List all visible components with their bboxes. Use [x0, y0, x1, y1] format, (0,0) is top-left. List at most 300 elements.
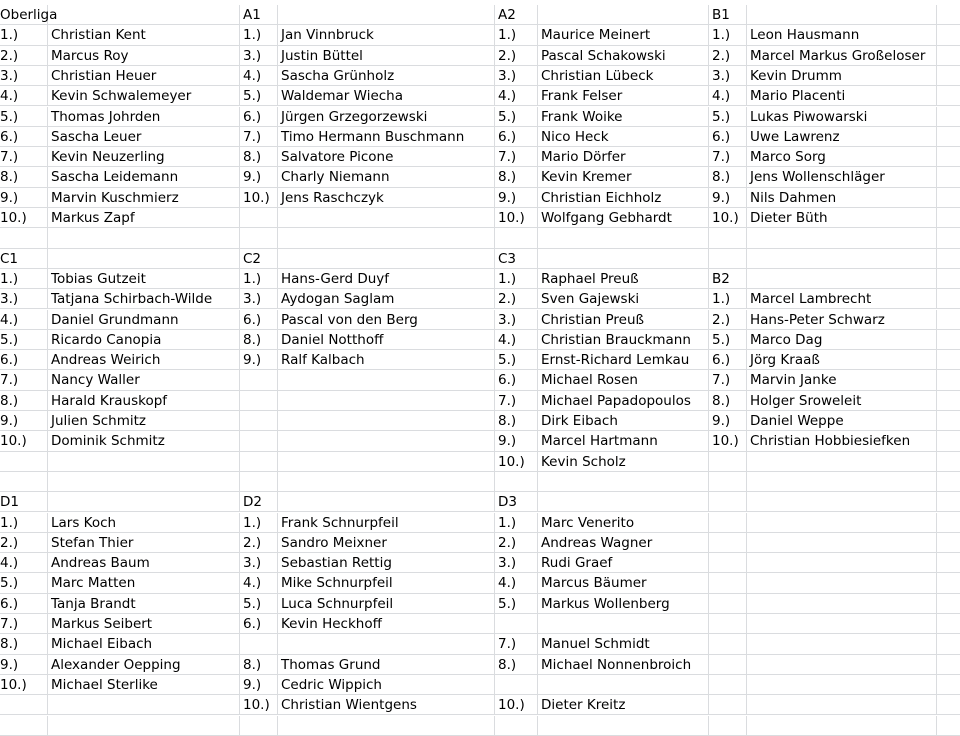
cell-r10-c2[interactable]: Marvin Kuschmierz — [48, 188, 240, 208]
cell-r14-c7[interactable]: B2 — [709, 269, 747, 289]
cell-r6-c1[interactable]: 5.) — [0, 107, 48, 127]
cell-r26-c7[interactable] — [709, 513, 747, 533]
cell-r13-c2[interactable] — [48, 249, 240, 269]
cell-r32-c4[interactable] — [278, 634, 495, 654]
cell-r8-c3[interactable]: 8.) — [240, 147, 278, 167]
cell-r24-c3[interactable] — [240, 472, 278, 492]
cell-r26-c9[interactable] — [937, 513, 960, 533]
cell-r1-c6[interactable] — [538, 5, 709, 25]
cell-r16-c5[interactable]: 3.) — [495, 310, 538, 330]
cell-r23-c5[interactable]: 10.) — [495, 452, 538, 472]
cell-r4-c5[interactable]: 3.) — [495, 66, 538, 86]
cell-r31-c8[interactable] — [747, 614, 937, 634]
cell-r33-c3[interactable]: 8.) — [240, 655, 278, 675]
cell-r17-c1[interactable]: 5.) — [0, 330, 48, 350]
cell-r11-c4[interactable] — [278, 208, 495, 228]
cell-r13-c1[interactable]: C1 — [0, 249, 48, 269]
cell-r2-c9[interactable] — [937, 25, 960, 45]
cell-r22-c2[interactable]: Dominik Schmitz — [48, 431, 240, 451]
cell-r2-c7[interactable]: 1.) — [709, 25, 747, 45]
cell-r30-c4[interactable]: Luca Schnurpfeil — [278, 594, 495, 614]
cell-r30-c8[interactable] — [747, 594, 937, 614]
cell-r6-c6[interactable]: Frank Woike — [538, 107, 709, 127]
cell-r16-c8[interactable]: Hans-Peter Schwarz — [747, 310, 937, 330]
cell-r28-c1[interactable]: 4.) — [0, 553, 48, 573]
cell-r4-c7[interactable]: 3.) — [709, 66, 747, 86]
cell-r14-c2[interactable]: Tobias Gutzeit — [48, 269, 240, 289]
cell-r6-c3[interactable]: 6.) — [240, 107, 278, 127]
cell-r17-c8[interactable]: Marco Dag — [747, 330, 937, 350]
cell-r18-c9[interactable] — [937, 350, 960, 370]
cell-r18-c3[interactable]: 9.) — [240, 350, 278, 370]
cell-r16-c1[interactable]: 4.) — [0, 310, 48, 330]
cell-r20-c7[interactable]: 8.) — [709, 391, 747, 411]
cell-r3-c3[interactable]: 3.) — [240, 46, 278, 66]
cell-r32-c7[interactable] — [709, 634, 747, 654]
cell-r24-c1[interactable] — [0, 472, 48, 492]
cell-r31-c4[interactable]: Kevin Heckhoff — [278, 614, 495, 634]
cell-r2-c1[interactable]: 1.) — [0, 25, 48, 45]
cell-r23-c7[interactable] — [709, 452, 747, 472]
cell-r22-c8[interactable]: Christian Hobbiesiefken — [747, 431, 937, 451]
cell-r20-c8[interactable]: Holger Sroweleit — [747, 391, 937, 411]
cell-r34-c3[interactable]: 9.) — [240, 675, 278, 695]
cell-r33-c9[interactable] — [937, 655, 960, 675]
cell-r17-c7[interactable]: 5.) — [709, 330, 747, 350]
cell-r8-c9[interactable] — [937, 147, 960, 167]
cell-r2-c4[interactable]: Jan Vinnbruck — [278, 25, 495, 45]
cell-r3-c9[interactable] — [937, 46, 960, 66]
cell-r31-c5[interactable] — [495, 614, 538, 634]
cell-r24-c5[interactable] — [495, 472, 538, 492]
cell-r4-c9[interactable] — [937, 66, 960, 86]
cell-r25-c1[interactable]: D1 — [0, 492, 48, 512]
cell-r35-c8[interactable] — [747, 695, 937, 715]
cell-r11-c9[interactable] — [937, 208, 960, 228]
cell-r31-c3[interactable]: 6.) — [240, 614, 278, 634]
cell-r10-c6[interactable]: Christian Eichholz — [538, 188, 709, 208]
cell-r5-c5[interactable]: 4.) — [495, 86, 538, 106]
cell-r19-c2[interactable]: Nancy Waller — [48, 370, 240, 390]
cell-r23-c4[interactable] — [278, 452, 495, 472]
cell-r10-c8[interactable]: Nils Dahmen — [747, 188, 937, 208]
cell-r32-c6[interactable]: Manuel Schmidt — [538, 634, 709, 654]
cell-r9-c5[interactable]: 8.) — [495, 167, 538, 187]
cell-r33-c8[interactable] — [747, 655, 937, 675]
cell-r24-c9[interactable] — [937, 472, 960, 492]
cell-r30-c3[interactable]: 5.) — [240, 594, 278, 614]
cell-r8-c8[interactable]: Marco Sorg — [747, 147, 937, 167]
cell-r23-c2[interactable] — [48, 452, 240, 472]
cell-r9-c8[interactable]: Jens Wollenschläger — [747, 167, 937, 187]
cell-r1-c8[interactable] — [747, 5, 937, 25]
cell-r35-c2[interactable] — [48, 695, 240, 715]
cell-r7-c8[interactable]: Uwe Lawrenz — [747, 127, 937, 147]
cell-r21-c1[interactable]: 9.) — [0, 411, 48, 431]
cell-r11-c8[interactable]: Dieter Büth — [747, 208, 937, 228]
cell-r10-c5[interactable]: 9.) — [495, 188, 538, 208]
cell-r17-c2[interactable]: Ricardo Canopia — [48, 330, 240, 350]
cell-r16-c6[interactable]: Christian Preuß — [538, 310, 709, 330]
cell-r34-c7[interactable] — [709, 675, 747, 695]
cell-r24-c2[interactable] — [48, 472, 240, 492]
cell-r25-c4[interactable] — [278, 492, 495, 512]
cell-r10-c7[interactable]: 9.) — [709, 188, 747, 208]
cell-r4-c2[interactable]: Christian Heuer — [48, 66, 240, 86]
cell-r22-c3[interactable] — [240, 431, 278, 451]
cell-r19-c3[interactable] — [240, 370, 278, 390]
cell-r25-c2[interactable] — [48, 492, 240, 512]
cell-r25-c9[interactable] — [937, 492, 960, 512]
cell-r5-c6[interactable]: Frank Felser — [538, 86, 709, 106]
cell-r13-c3[interactable]: C2 — [240, 249, 278, 269]
cell-r30-c9[interactable] — [937, 594, 960, 614]
cell-r19-c9[interactable] — [937, 370, 960, 390]
cell-r14-c4[interactable]: Hans-Gerd Duyf — [278, 269, 495, 289]
cell-r29-c6[interactable]: Marcus Bäumer — [538, 573, 709, 593]
cell-r25-c8[interactable] — [747, 492, 937, 512]
cell-r11-c1[interactable]: 10.) — [0, 208, 48, 228]
cell-r28-c7[interactable] — [709, 553, 747, 573]
cell-r24-c7[interactable] — [709, 472, 747, 492]
cell-r15-c4[interactable]: Aydogan Saglam — [278, 289, 495, 309]
cell-r34-c6[interactable] — [538, 675, 709, 695]
cell-r30-c2[interactable]: Tanja Brandt — [48, 594, 240, 614]
cell-r9-c1[interactable]: 8.) — [0, 167, 48, 187]
cell-r35-c9[interactable] — [937, 695, 960, 715]
cell-r10-c4[interactable]: Jens Raschczyk — [278, 188, 495, 208]
cell-r10-c9[interactable] — [937, 188, 960, 208]
cell-r5-c3[interactable]: 5.) — [240, 86, 278, 106]
cell-r3-c1[interactable]: 2.) — [0, 46, 48, 66]
cell-r20-c2[interactable]: Harald Krauskopf — [48, 391, 240, 411]
cell-r11-c7[interactable]: 10.) — [709, 208, 747, 228]
cell-r13-c9[interactable] — [937, 249, 960, 269]
cell-r19-c8[interactable]: Marvin Janke — [747, 370, 937, 390]
cell-r8-c6[interactable]: Mario Dörfer — [538, 147, 709, 167]
cell-r17-c5[interactable]: 4.) — [495, 330, 538, 350]
cell-r33-c2[interactable]: Alexander Oepping — [48, 655, 240, 675]
cell-r12-c1[interactable] — [0, 228, 48, 248]
cell-r32-c3[interactable] — [240, 634, 278, 654]
cell-r32-c1[interactable]: 8.) — [0, 634, 48, 654]
cell-r17-c4[interactable]: Daniel Notthoff — [278, 330, 495, 350]
cell-r8-c5[interactable]: 7.) — [495, 147, 538, 167]
cell-r20-c3[interactable] — [240, 391, 278, 411]
cell-r7-c6[interactable]: Nico Heck — [538, 127, 709, 147]
cell-r1-c5[interactable]: A2 — [495, 5, 538, 25]
cell-r32-c9[interactable] — [937, 634, 960, 654]
cell-r20-c6[interactable]: Michael Papadopoulos — [538, 391, 709, 411]
cell-r6-c2[interactable]: Thomas Johrden — [48, 107, 240, 127]
cell-r25-c7[interactable] — [709, 492, 747, 512]
cell-r3-c5[interactable]: 2.) — [495, 46, 538, 66]
cell-r7-c3[interactable]: 7.) — [240, 127, 278, 147]
cell-r27-c8[interactable] — [747, 533, 937, 553]
cell-r34-c1[interactable]: 10.) — [0, 675, 48, 695]
cell-r22-c9[interactable] — [937, 431, 960, 451]
cell-r19-c1[interactable]: 7.) — [0, 370, 48, 390]
cell-r5-c2[interactable]: Kevin Schwalemeyer — [48, 86, 240, 106]
cell-r32-c8[interactable] — [747, 634, 937, 654]
cell-r9-c4[interactable]: Charly Niemann — [278, 167, 495, 187]
cell-r11-c6[interactable]: Wolfgang Gebhardt — [538, 208, 709, 228]
cell-r6-c9[interactable] — [937, 107, 960, 127]
cell-r27-c5[interactable]: 2.) — [495, 533, 538, 553]
cell-r6-c5[interactable]: 5.) — [495, 107, 538, 127]
cell-r30-c5[interactable]: 5.) — [495, 594, 538, 614]
cell-r29-c3[interactable]: 4.) — [240, 573, 278, 593]
cell-r9-c2[interactable]: Sascha Leidemann — [48, 167, 240, 187]
cell-r24-c8[interactable] — [747, 472, 937, 492]
cell-r26-c6[interactable]: Marc Venerito — [538, 513, 709, 533]
cell-r31-c7[interactable] — [709, 614, 747, 634]
cell-r20-c5[interactable]: 7.) — [495, 391, 538, 411]
cell-r7-c5[interactable]: 6.) — [495, 127, 538, 147]
cell-r14-c6[interactable]: Raphael Preuß — [538, 269, 709, 289]
cell-r27-c2[interactable]: Stefan Thier — [48, 533, 240, 553]
cell-r21-c7[interactable]: 9.) — [709, 411, 747, 431]
cell-r23-c9[interactable] — [937, 452, 960, 472]
cell-r15-c9[interactable] — [937, 289, 960, 309]
cell-r13-c8[interactable] — [747, 249, 937, 269]
cell-r2-c3[interactable]: 1.) — [240, 25, 278, 45]
cell-r2-c6[interactable]: Maurice Meinert — [538, 25, 709, 45]
cell-r16-c3[interactable]: 6.) — [240, 310, 278, 330]
cell-r18-c7[interactable]: 6.) — [709, 350, 747, 370]
cell-r15-c6[interactable]: Sven Gajewski — [538, 289, 709, 309]
cell-r3-c8[interactable]: Marcel Markus Großeloser — [747, 46, 937, 66]
cell-r34-c8[interactable] — [747, 675, 937, 695]
cell-r20-c9[interactable] — [937, 391, 960, 411]
cell-r33-c6[interactable]: Michael Nonnenbroich — [538, 655, 709, 675]
cell-r13-c5[interactable]: C3 — [495, 249, 538, 269]
cell-r31-c9[interactable] — [937, 614, 960, 634]
cell-r25-c6[interactable] — [538, 492, 709, 512]
cell-r20-c4[interactable] — [278, 391, 495, 411]
cell-r13-c4[interactable] — [278, 249, 495, 269]
cell-r19-c5[interactable]: 6.) — [495, 370, 538, 390]
cell-r22-c5[interactable]: 9.) — [495, 431, 538, 451]
cell-r35-c7[interactable] — [709, 695, 747, 715]
cell-r7-c2[interactable]: Sascha Leuer — [48, 127, 240, 147]
cell-r12-c8[interactable] — [747, 228, 937, 248]
cell-r22-c6[interactable]: Marcel Hartmann — [538, 431, 709, 451]
cell-r7-c7[interactable]: 6.) — [709, 127, 747, 147]
cell-r1-c1[interactable]: Oberliga — [0, 5, 48, 25]
cell-r27-c7[interactable] — [709, 533, 747, 553]
cell-r20-c1[interactable]: 8.) — [0, 391, 48, 411]
cell-r15-c3[interactable]: 3.) — [240, 289, 278, 309]
cell-r22-c4[interactable] — [278, 431, 495, 451]
cell-r7-c1[interactable]: 6.) — [0, 127, 48, 147]
cell-r7-c9[interactable] — [937, 127, 960, 147]
cell-r23-c8[interactable] — [747, 452, 937, 472]
cell-r4-c3[interactable]: 4.) — [240, 66, 278, 86]
cell-r16-c2[interactable]: Daniel Grundmann — [48, 310, 240, 330]
cell-r21-c4[interactable] — [278, 411, 495, 431]
cell-r14-c8[interactable] — [747, 269, 937, 289]
cell-r26-c5[interactable]: 1.) — [495, 513, 538, 533]
cell-r6-c4[interactable]: Jürgen Grzegorzewski — [278, 107, 495, 127]
cell-r12-c9[interactable] — [937, 228, 960, 248]
cell-r5-c4[interactable]: Waldemar Wiecha — [278, 86, 495, 106]
cell-r12-c7[interactable] — [709, 228, 747, 248]
cell-r29-c4[interactable]: Mike Schnurpfeil — [278, 573, 495, 593]
cell-r5-c9[interactable] — [937, 86, 960, 106]
cell-r29-c1[interactable]: 5.) — [0, 573, 48, 593]
cell-r34-c4[interactable]: Cedric Wippich — [278, 675, 495, 695]
cell-r4-c8[interactable]: Kevin Drumm — [747, 66, 937, 86]
cell-r2-c5[interactable]: 1.) — [495, 25, 538, 45]
cell-r18-c6[interactable]: Ernst-Richard Lemkau — [538, 350, 709, 370]
cell-r12-c2[interactable] — [48, 228, 240, 248]
cell-r27-c3[interactable]: 2.) — [240, 533, 278, 553]
cell-r31-c6[interactable] — [538, 614, 709, 634]
cell-r31-c2[interactable]: Markus Seibert — [48, 614, 240, 634]
cell-r21-c3[interactable] — [240, 411, 278, 431]
cell-r35-c4[interactable]: Christian Wientgens — [278, 695, 495, 715]
cell-r3-c6[interactable]: Pascal Schakowski — [538, 46, 709, 66]
cell-r14-c5[interactable]: 1.) — [495, 269, 538, 289]
cell-r14-c9[interactable] — [937, 269, 960, 289]
cell-r35-c5[interactable]: 10.) — [495, 695, 538, 715]
cell-r33-c1[interactable]: 9.) — [0, 655, 48, 675]
cell-r5-c1[interactable]: 4.) — [0, 86, 48, 106]
cell-r1-c9[interactable] — [937, 5, 960, 25]
cell-r1-c2[interactable] — [48, 5, 240, 25]
cell-r5-c7[interactable]: 4.) — [709, 86, 747, 106]
cell-r33-c5[interactable]: 8.) — [495, 655, 538, 675]
cell-r28-c5[interactable]: 3.) — [495, 553, 538, 573]
cell-r10-c3[interactable]: 10.) — [240, 188, 278, 208]
cell-r32-c2[interactable]: Michael Eibach — [48, 634, 240, 654]
cell-r27-c6[interactable]: Andreas Wagner — [538, 533, 709, 553]
cell-r35-c3[interactable]: 10.) — [240, 695, 278, 715]
cell-r4-c6[interactable]: Christian Lübeck — [538, 66, 709, 86]
cell-r19-c4[interactable] — [278, 370, 495, 390]
cell-r21-c6[interactable]: Dirk Eibach — [538, 411, 709, 431]
cell-r18-c2[interactable]: Andreas Weirich — [48, 350, 240, 370]
cell-r8-c7[interactable]: 7.) — [709, 147, 747, 167]
cell-r10-c1[interactable]: 9.) — [0, 188, 48, 208]
cell-r33-c7[interactable] — [709, 655, 747, 675]
cell-r8-c4[interactable]: Salvatore Picone — [278, 147, 495, 167]
cell-r15-c2[interactable]: Tatjana Schirbach-Wilde — [48, 289, 240, 309]
cell-r9-c3[interactable]: 9.) — [240, 167, 278, 187]
cell-r35-c1[interactable] — [0, 695, 48, 715]
cell-r29-c7[interactable] — [709, 573, 747, 593]
cell-r12-c5[interactable] — [495, 228, 538, 248]
cell-r26-c3[interactable]: 1.) — [240, 513, 278, 533]
cell-r15-c8[interactable]: Marcel Lambrecht — [747, 289, 937, 309]
cell-r35-c6[interactable]: Dieter Kreitz — [538, 695, 709, 715]
cell-r28-c8[interactable] — [747, 553, 937, 573]
cell-r24-c6[interactable] — [538, 472, 709, 492]
cell-r29-c2[interactable]: Marc Matten — [48, 573, 240, 593]
cell-r12-c4[interactable] — [278, 228, 495, 248]
cell-r21-c8[interactable]: Daniel Weppe — [747, 411, 937, 431]
cell-r3-c2[interactable]: Marcus Roy — [48, 46, 240, 66]
cell-r30-c6[interactable]: Markus Wollenberg — [538, 594, 709, 614]
cell-r21-c5[interactable]: 8.) — [495, 411, 538, 431]
cell-r28-c4[interactable]: Sebastian Rettig — [278, 553, 495, 573]
cell-r15-c7[interactable]: 1.) — [709, 289, 747, 309]
cell-r11-c3[interactable] — [240, 208, 278, 228]
cell-r34-c9[interactable] — [937, 675, 960, 695]
cell-r34-c5[interactable] — [495, 675, 538, 695]
cell-r15-c5[interactable]: 2.) — [495, 289, 538, 309]
cell-r28-c3[interactable]: 3.) — [240, 553, 278, 573]
cell-r18-c4[interactable]: Ralf Kalbach — [278, 350, 495, 370]
cell-r18-c8[interactable]: Jörg Kraaß — [747, 350, 937, 370]
cell-r7-c4[interactable]: Timo Hermann Buschmann — [278, 127, 495, 147]
cell-r24-c4[interactable] — [278, 472, 495, 492]
cell-r28-c2[interactable]: Andreas Baum — [48, 553, 240, 573]
cell-r1-c7[interactable]: B1 — [709, 5, 747, 25]
cell-r8-c1[interactable]: 7.) — [0, 147, 48, 167]
cell-r3-c4[interactable]: Justin Büttel — [278, 46, 495, 66]
cell-r6-c8[interactable]: Lukas Piwowarski — [747, 107, 937, 127]
cell-r30-c1[interactable]: 6.) — [0, 594, 48, 614]
cell-r30-c7[interactable] — [709, 594, 747, 614]
cell-r2-c2[interactable]: Christian Kent — [48, 25, 240, 45]
cell-r27-c9[interactable] — [937, 533, 960, 553]
cell-r33-c4[interactable]: Thomas Grund — [278, 655, 495, 675]
cell-r17-c6[interactable]: Christian Brauckmann — [538, 330, 709, 350]
cell-r23-c3[interactable] — [240, 452, 278, 472]
cell-r11-c2[interactable]: Markus Zapf — [48, 208, 240, 228]
cell-r16-c9[interactable] — [937, 310, 960, 330]
cell-r16-c7[interactable]: 2.) — [709, 310, 747, 330]
cell-r25-c3[interactable]: D2 — [240, 492, 278, 512]
cell-r11-c5[interactable]: 10.) — [495, 208, 538, 228]
cell-r12-c3[interactable] — [240, 228, 278, 248]
cell-r16-c4[interactable]: Pascal von den Berg — [278, 310, 495, 330]
cell-r4-c4[interactable]: Sascha Grünholz — [278, 66, 495, 86]
cell-r34-c2[interactable]: Michael Sterlike — [48, 675, 240, 695]
cell-r19-c6[interactable]: Michael Rosen — [538, 370, 709, 390]
cell-r27-c1[interactable]: 2.) — [0, 533, 48, 553]
cell-r26-c4[interactable]: Frank Schnurpfeil — [278, 513, 495, 533]
cell-r29-c9[interactable] — [937, 573, 960, 593]
cell-r21-c2[interactable]: Julien Schmitz — [48, 411, 240, 431]
cell-r17-c3[interactable]: 8.) — [240, 330, 278, 350]
cell-r2-c8[interactable]: Leon Hausmann — [747, 25, 937, 45]
cell-r1-c4[interactable] — [278, 5, 495, 25]
cell-r31-c1[interactable]: 7.) — [0, 614, 48, 634]
cell-r14-c1[interactable]: 1.) — [0, 269, 48, 289]
cell-r25-c5[interactable]: D3 — [495, 492, 538, 512]
cell-r23-c1[interactable] — [0, 452, 48, 472]
cell-r29-c8[interactable] — [747, 573, 937, 593]
cell-r15-c1[interactable]: 3.) — [0, 289, 48, 309]
cell-r26-c8[interactable] — [747, 513, 937, 533]
cell-r3-c7[interactable]: 2.) — [709, 46, 747, 66]
cell-r32-c5[interactable]: 7.) — [495, 634, 538, 654]
cell-r18-c1[interactable]: 6.) — [0, 350, 48, 370]
cell-r18-c5[interactable]: 5.) — [495, 350, 538, 370]
cell-r6-c7[interactable]: 5.) — [709, 107, 747, 127]
cell-r29-c5[interactable]: 4.) — [495, 573, 538, 593]
cell-r8-c2[interactable]: Kevin Neuzerling — [48, 147, 240, 167]
cell-r27-c4[interactable]: Sandro Meixner — [278, 533, 495, 553]
cell-r4-c1[interactable]: 3.) — [0, 66, 48, 86]
cell-r9-c7[interactable]: 8.) — [709, 167, 747, 187]
cell-r26-c1[interactable]: 1.) — [0, 513, 48, 533]
cell-r13-c6[interactable] — [538, 249, 709, 269]
cell-r23-c6[interactable]: Kevin Scholz — [538, 452, 709, 472]
